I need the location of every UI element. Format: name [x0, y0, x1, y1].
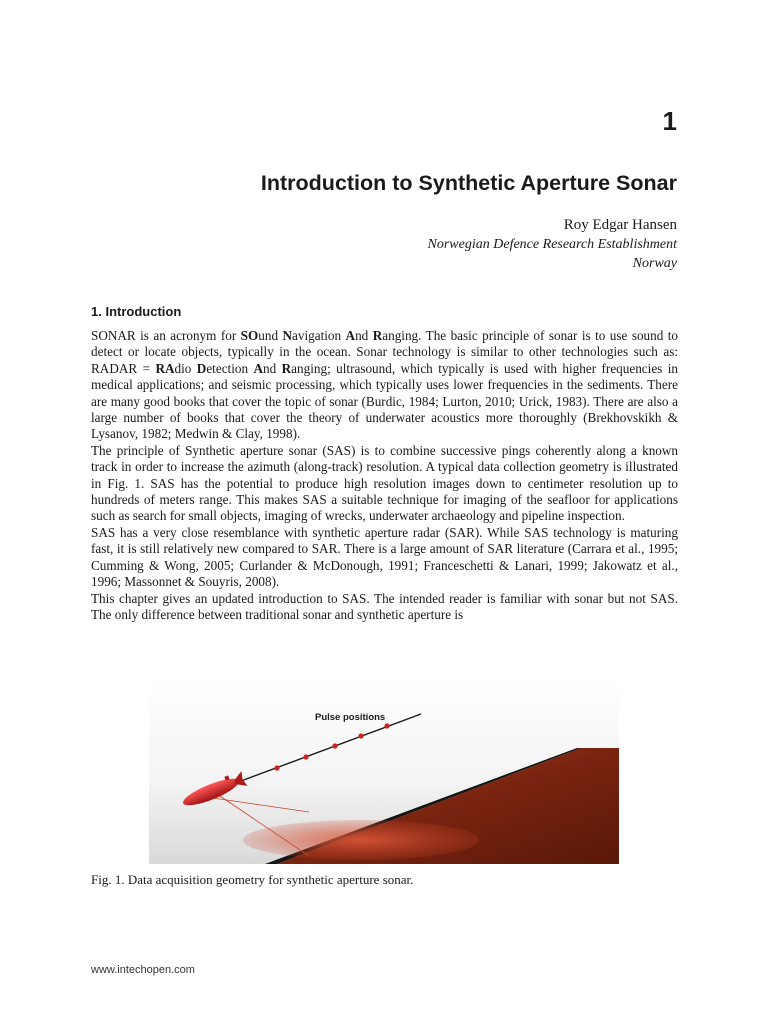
- pulse-positions-label: Pulse positions: [315, 712, 386, 723]
- p1-text: und: [258, 328, 283, 343]
- chapter-number: 1: [662, 106, 677, 136]
- p1-text: nd: [355, 328, 373, 343]
- p1-text: nd: [263, 360, 282, 376]
- figure-sas-geometry: [149, 680, 619, 864]
- acronym-letter: N: [282, 328, 293, 343]
- illuminated-footprint: [243, 820, 479, 860]
- p1-text: anging. The basic principle of sonar is to use sound to detect or locate objects, typically in the ocean. Sonar technology is similar to other technologies such as: RADAR =: [91, 328, 679, 376]
- author-block: [428, 216, 677, 273]
- author-country: Norway: [632, 256, 677, 271]
- acronym-letter: RA: [155, 360, 175, 376]
- p1-text: avigation: [292, 328, 346, 343]
- acronym-letter: R: [372, 328, 383, 343]
- acronym-letter: D: [196, 360, 207, 376]
- pulse-position: [384, 723, 389, 728]
- vehicle-track: [233, 714, 421, 784]
- acronym-letter: R: [281, 360, 292, 376]
- pulse-position: [332, 743, 337, 748]
- paragraph-1: [91, 328, 678, 443]
- body-text: [91, 328, 678, 623]
- footer-url[interactable]: www.intechopen.com: [91, 964, 195, 976]
- paragraph-4: This chapter gives an updated introduction to SAS. The intended reader is familiar with sonar but not SAS. The only difference between traditional sonar and synthetic aperture is: [91, 590, 678, 622]
- p1-text: SONAR is an acronym for: [91, 328, 241, 343]
- paragraph-2: The principle of Synthetic aperture sonar (SAS) is to combine successive pings coherently along a known track in order to increase the azimuth (along-track) resolution. A typical data collection geometry is illustrated in Fig. 1. SAS has the potential to produce high resolution images down to centimeter resolution up to hundreds of meters range. This makes SAS a suitable technique for imaging of the seafloor for applications such as search for small objects, imaging of wrecks, underwater archaeology and pipeline inspection.: [91, 442, 678, 524]
- acronym-letter: A: [253, 360, 264, 376]
- pulse-position: [274, 765, 279, 770]
- author-name: Roy Edgar Hansen: [563, 217, 677, 233]
- p1-text: anging; ultrasound, which typically is used with higher frequencies in medical applications; and seismic processing, which typically uses lower frequencies in the sediments. There are many good books that cover the topic of sonar (Burdic, 1984; Lurton, 2010; Urick, 1983). There are also a large number of books that cover the theory of underwater acoustics more thoroughly (Brekhovskikh & Lysanov, 1982; Medwin & Clay, 1998).: [91, 360, 678, 442]
- p1-text: dio: [174, 360, 197, 376]
- acronym-letter: A: [345, 328, 356, 343]
- beam-line: [213, 798, 309, 812]
- pulse-position: [303, 754, 308, 759]
- sas-vehicle: [180, 770, 248, 810]
- p1-text: etection: [206, 360, 254, 376]
- acronym-letter: SO: [240, 328, 259, 343]
- figure-illustration: [149, 680, 619, 864]
- chapter-title: Introduction to Synthetic Aperture Sonar: [260, 171, 677, 195]
- author-affiliation: Norwegian Defence Research Establishment: [427, 237, 677, 252]
- section-heading: 1. Introduction: [91, 304, 182, 319]
- pulse-position: [358, 733, 363, 738]
- paragraph-3: SAS has a very close resemblance with synthetic aperture radar (SAR). While SAS technology is maturing fast, it is still relatively new compared to SAR. There is a large amount of SAR literature (Carrara et al., 1995; Cumming & Wong, 2005; Curlander & McDonough, 1991; Franceschetti & Lanari, 1999; Jakowatz et al., 1996; Massonnet & Souyris, 2008).: [91, 524, 678, 590]
- figure-caption: Fig. 1. Data acquisition geometry for synthetic aperture sonar.: [91, 872, 414, 887]
